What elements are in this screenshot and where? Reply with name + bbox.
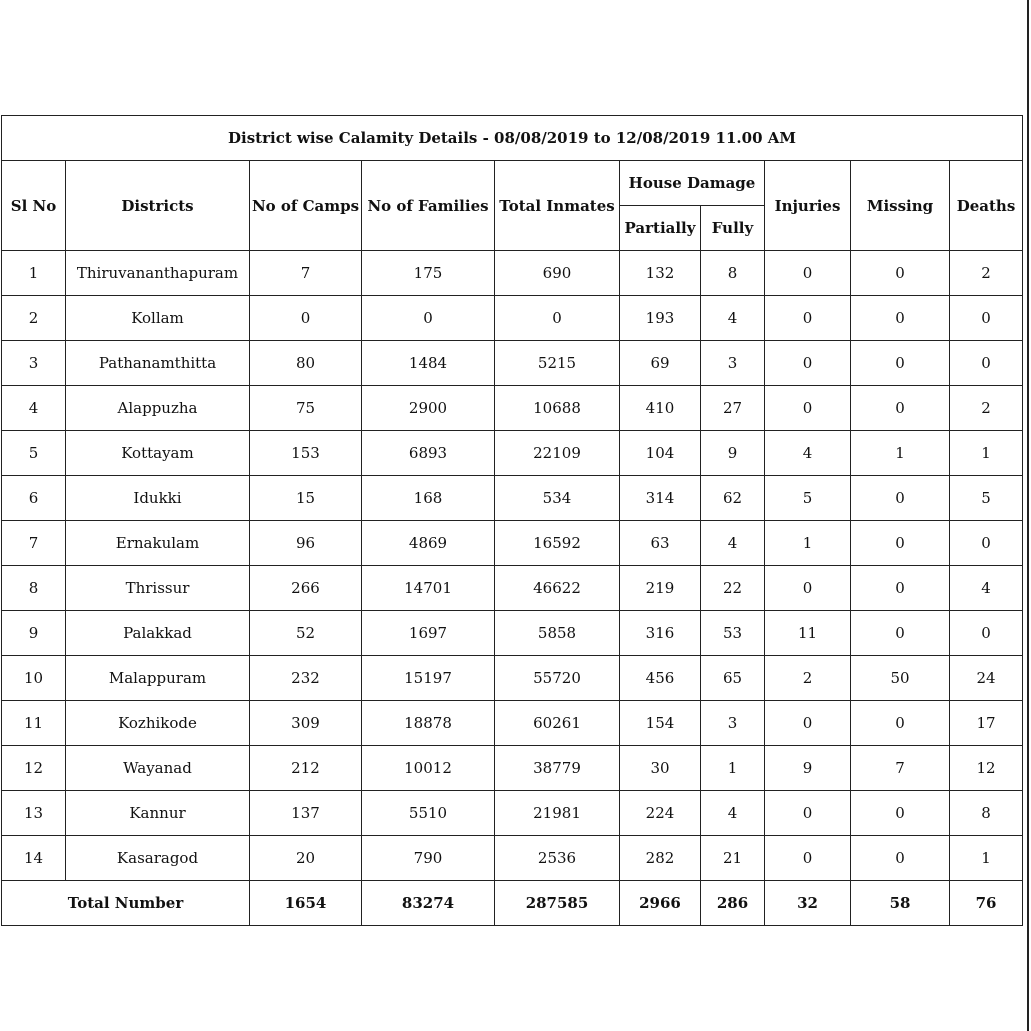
cell-partially: 154	[620, 701, 701, 746]
cell-district: Alappuzha	[66, 386, 250, 431]
header-partially: Partially	[620, 206, 701, 251]
table-row	[2, 341, 1023, 386]
cell-fully: 9	[701, 431, 765, 476]
cell-families: 790	[362, 836, 495, 881]
cell-inmates: 0	[495, 296, 620, 341]
table-title: District wise Calamity Details - 08/08/2019 to 12/08/2019 11.00 AM	[2, 116, 1023, 161]
table-row	[2, 566, 1023, 611]
cell-deaths: 1	[950, 431, 1023, 476]
cell-district: Thrissur	[66, 566, 250, 611]
cell-sl-no: 4	[2, 386, 66, 431]
cell-injuries: 0	[765, 566, 851, 611]
header-sl-no: Sl No	[2, 161, 66, 251]
cell-sl-no: 5	[2, 431, 66, 476]
cell-fully: 8	[701, 251, 765, 296]
total-deaths: 76	[950, 881, 1023, 926]
cell-district: Kasaragod	[66, 836, 250, 881]
cell-inmates: 16592	[495, 521, 620, 566]
cell-deaths: 8	[950, 791, 1023, 836]
table-row	[2, 476, 1023, 521]
cell-deaths: 17	[950, 701, 1023, 746]
cell-deaths: 4	[950, 566, 1023, 611]
cell-fully: 27	[701, 386, 765, 431]
cell-sl-no: 11	[2, 701, 66, 746]
table-row	[2, 251, 1023, 296]
cell-partially: 410	[620, 386, 701, 431]
cell-sl-no: 8	[2, 566, 66, 611]
cell-camps: 20	[250, 836, 362, 881]
cell-sl-no: 10	[2, 656, 66, 701]
cell-missing: 50	[851, 656, 950, 701]
cell-district: Kozhikode	[66, 701, 250, 746]
cell-partially: 219	[620, 566, 701, 611]
cell-partially: 69	[620, 341, 701, 386]
cell-camps: 266	[250, 566, 362, 611]
total-injuries: 32	[765, 881, 851, 926]
cell-missing: 0	[851, 521, 950, 566]
table-row	[2, 611, 1023, 656]
cell-partially: 104	[620, 431, 701, 476]
cell-deaths: 5	[950, 476, 1023, 521]
cell-missing: 1	[851, 431, 950, 476]
cell-partially: 316	[620, 611, 701, 656]
table-row	[2, 296, 1023, 341]
cell-inmates: 46622	[495, 566, 620, 611]
cell-families: 1484	[362, 341, 495, 386]
header-families: No of Families	[362, 161, 495, 251]
table-row	[2, 836, 1023, 881]
cell-sl-no: 7	[2, 521, 66, 566]
cell-camps: 96	[250, 521, 362, 566]
header-districts: Districts	[66, 161, 250, 251]
cell-families: 6893	[362, 431, 495, 476]
table-row	[2, 386, 1023, 431]
cell-fully: 4	[701, 296, 765, 341]
cell-deaths: 2	[950, 386, 1023, 431]
title-row	[2, 116, 1023, 161]
total-fully: 286	[701, 881, 765, 926]
cell-district: Idukki	[66, 476, 250, 521]
cell-camps: 309	[250, 701, 362, 746]
cell-camps: 52	[250, 611, 362, 656]
cell-missing: 0	[851, 251, 950, 296]
cell-camps: 75	[250, 386, 362, 431]
cell-inmates: 5858	[495, 611, 620, 656]
cell-partially: 193	[620, 296, 701, 341]
header-deaths: Deaths	[950, 161, 1023, 251]
cell-inmates: 60261	[495, 701, 620, 746]
cell-inmates: 534	[495, 476, 620, 521]
cell-sl-no: 3	[2, 341, 66, 386]
table-row	[2, 431, 1023, 476]
header-missing: Missing	[851, 161, 950, 251]
cell-missing: 0	[851, 566, 950, 611]
cell-deaths: 2	[950, 251, 1023, 296]
cell-district: Kottayam	[66, 431, 250, 476]
table-row	[2, 791, 1023, 836]
cell-fully: 65	[701, 656, 765, 701]
cell-missing: 0	[851, 386, 950, 431]
cell-camps: 232	[250, 656, 362, 701]
cell-injuries: 1	[765, 521, 851, 566]
cell-district: Kannur	[66, 791, 250, 836]
cell-injuries: 0	[765, 836, 851, 881]
table-body	[2, 251, 1023, 881]
cell-partially: 456	[620, 656, 701, 701]
cell-inmates: 5215	[495, 341, 620, 386]
table-row	[2, 656, 1023, 701]
cell-camps: 153	[250, 431, 362, 476]
cell-missing: 0	[851, 611, 950, 656]
cell-deaths: 12	[950, 746, 1023, 791]
cell-injuries: 0	[765, 701, 851, 746]
cell-families: 2900	[362, 386, 495, 431]
total-camps: 1654	[250, 881, 362, 926]
total-missing: 58	[851, 881, 950, 926]
cell-injuries: 9	[765, 746, 851, 791]
cell-deaths: 0	[950, 341, 1023, 386]
cell-sl-no: 12	[2, 746, 66, 791]
header-inmates: Total Inmates	[495, 161, 620, 251]
cell-families: 1697	[362, 611, 495, 656]
cell-inmates: 22109	[495, 431, 620, 476]
cell-camps: 137	[250, 791, 362, 836]
table-row	[2, 701, 1023, 746]
cell-families: 4869	[362, 521, 495, 566]
cell-district: Pathanamthitta	[66, 341, 250, 386]
header-injuries: Injuries	[765, 161, 851, 251]
cell-missing: 0	[851, 476, 950, 521]
cell-partially: 282	[620, 836, 701, 881]
cell-fully: 1	[701, 746, 765, 791]
cell-partially: 132	[620, 251, 701, 296]
cell-families: 175	[362, 251, 495, 296]
cell-deaths: 0	[950, 611, 1023, 656]
cell-fully: 4	[701, 521, 765, 566]
cell-injuries: 0	[765, 386, 851, 431]
cell-district: Malappuram	[66, 656, 250, 701]
cell-fully: 53	[701, 611, 765, 656]
cell-district: Thiruvananthapuram	[66, 251, 250, 296]
cell-district: Kollam	[66, 296, 250, 341]
cell-families: 0	[362, 296, 495, 341]
cell-missing: 0	[851, 836, 950, 881]
cell-inmates: 2536	[495, 836, 620, 881]
cell-injuries: 11	[765, 611, 851, 656]
cell-deaths: 1	[950, 836, 1023, 881]
cell-families: 14701	[362, 566, 495, 611]
cell-injuries: 0	[765, 341, 851, 386]
header-camps: No of Camps	[250, 161, 362, 251]
table-row	[2, 746, 1023, 791]
cell-fully: 4	[701, 791, 765, 836]
total-inmates: 287585	[495, 881, 620, 926]
cell-families: 168	[362, 476, 495, 521]
cell-missing: 0	[851, 296, 950, 341]
cell-fully: 3	[701, 341, 765, 386]
cell-sl-no: 13	[2, 791, 66, 836]
header-house-damage: House Damage	[620, 161, 765, 206]
calamity-table	[1, 115, 1023, 926]
total-families: 83274	[362, 881, 495, 926]
page-edge-rule	[1027, 0, 1029, 1031]
cell-camps: 80	[250, 341, 362, 386]
cell-district: Wayanad	[66, 746, 250, 791]
cell-injuries: 0	[765, 791, 851, 836]
header-fully: Fully	[701, 206, 765, 251]
total-label: Total Number	[2, 881, 250, 926]
cell-camps: 212	[250, 746, 362, 791]
cell-injuries: 0	[765, 251, 851, 296]
cell-deaths: 24	[950, 656, 1023, 701]
table-row	[2, 521, 1023, 566]
cell-sl-no: 9	[2, 611, 66, 656]
cell-inmates: 690	[495, 251, 620, 296]
cell-fully: 62	[701, 476, 765, 521]
cell-missing: 7	[851, 746, 950, 791]
cell-families: 18878	[362, 701, 495, 746]
cell-fully: 3	[701, 701, 765, 746]
cell-injuries: 5	[765, 476, 851, 521]
cell-district: Ernakulam	[66, 521, 250, 566]
cell-injuries: 2	[765, 656, 851, 701]
cell-inmates: 10688	[495, 386, 620, 431]
cell-injuries: 0	[765, 296, 851, 341]
cell-families: 10012	[362, 746, 495, 791]
cell-missing: 0	[851, 791, 950, 836]
cell-district: Palakkad	[66, 611, 250, 656]
cell-inmates: 21981	[495, 791, 620, 836]
cell-missing: 0	[851, 341, 950, 386]
cell-camps: 7	[250, 251, 362, 296]
cell-fully: 21	[701, 836, 765, 881]
cell-missing: 0	[851, 701, 950, 746]
total-row	[2, 881, 1023, 926]
cell-fully: 22	[701, 566, 765, 611]
cell-families: 15197	[362, 656, 495, 701]
header-row-1	[2, 161, 1023, 206]
cell-inmates: 55720	[495, 656, 620, 701]
cell-sl-no: 2	[2, 296, 66, 341]
cell-sl-no: 1	[2, 251, 66, 296]
cell-sl-no: 14	[2, 836, 66, 881]
cell-families: 5510	[362, 791, 495, 836]
cell-deaths: 0	[950, 296, 1023, 341]
cell-camps: 0	[250, 296, 362, 341]
cell-partially: 314	[620, 476, 701, 521]
cell-inmates: 38779	[495, 746, 620, 791]
cell-injuries: 4	[765, 431, 851, 476]
cell-partially: 30	[620, 746, 701, 791]
cell-partially: 224	[620, 791, 701, 836]
cell-camps: 15	[250, 476, 362, 521]
cell-sl-no: 6	[2, 476, 66, 521]
total-partially: 2966	[620, 881, 701, 926]
cell-partially: 63	[620, 521, 701, 566]
cell-deaths: 0	[950, 521, 1023, 566]
